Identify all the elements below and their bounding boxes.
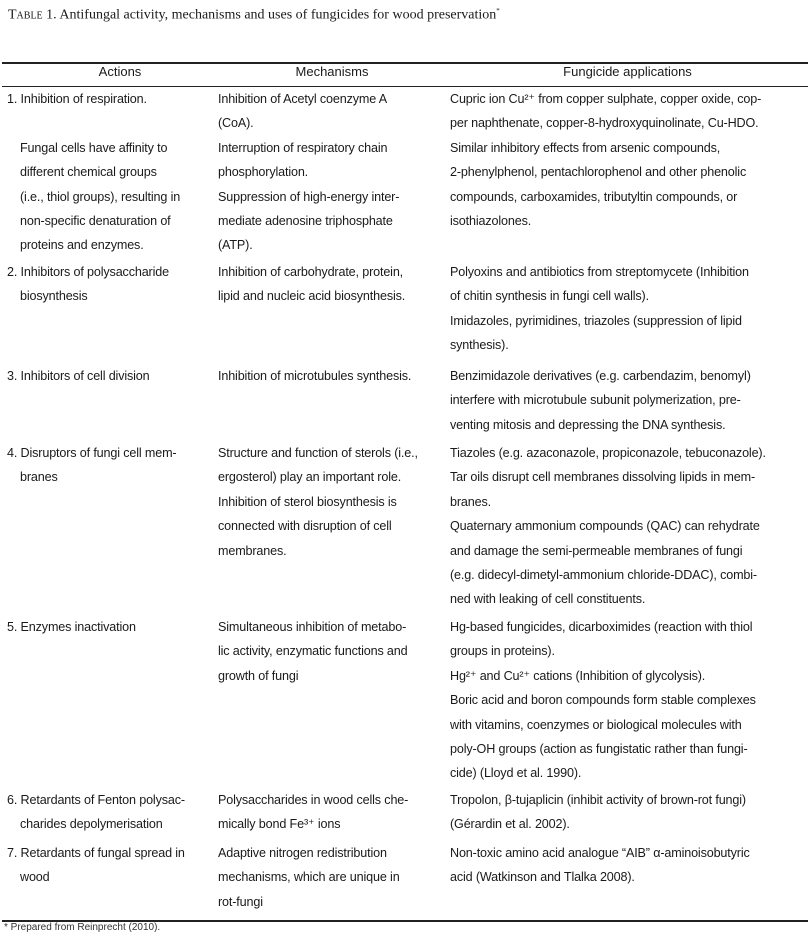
cell-line: 2. Inhibitors of polysaccharide bbox=[7, 265, 169, 279]
cell-line: 1. Inhibition of respiration. bbox=[7, 92, 147, 106]
cell-line: poly-OH groups (action as fungistatic rather than fungi- bbox=[450, 741, 748, 756]
header-mechanisms: Mechanisms bbox=[295, 64, 369, 79]
cell-line: per naphthenate, copper-8-hydroxyquinolinate, Cu-HDO. bbox=[450, 116, 759, 131]
cell-line: Structure and function of sterols (i.e., bbox=[218, 446, 418, 460]
cell-line: membranes. bbox=[218, 543, 287, 558]
cell-line: mechanisms, which are unique in bbox=[218, 870, 400, 885]
cell-line: Non-toxic amino acid analogue “AIB” α-aminoisobutyric bbox=[450, 846, 750, 860]
cell-line: and damage the semi-permeable membranes of fungi bbox=[450, 543, 743, 558]
cell-line: lic activity, enzymatic functions and bbox=[218, 644, 408, 659]
cell-mechanisms bbox=[218, 615, 408, 688]
cell-line: 4. Disruptors of fungi cell mem- bbox=[7, 446, 177, 460]
cell-line: ned with leaking of cell constituents. bbox=[450, 592, 646, 607]
cell-line: Hg-based fungicides, dicarboximides (reaction with thiol bbox=[450, 620, 753, 634]
cell-actions bbox=[7, 788, 185, 837]
cell-line: charides depolymerisation bbox=[20, 817, 163, 832]
cell-mechanisms bbox=[218, 87, 399, 258]
cell-line: (CoA). bbox=[218, 116, 254, 131]
cell-line: 3. Inhibitors of cell division bbox=[7, 369, 150, 383]
cell-line: Adaptive nitrogen redistribution bbox=[218, 846, 387, 860]
cell-line: Polysaccharides in wood cells che- bbox=[218, 793, 409, 807]
cell-line: isothiazolones. bbox=[450, 213, 532, 228]
caption-text: Antifungal activity, mechanisms and uses of fungicides for wood preservation bbox=[56, 7, 497, 23]
cell-actions bbox=[7, 615, 136, 639]
cell-line: proteins and enzymes. bbox=[20, 238, 144, 253]
caption-footnote-mark: * bbox=[496, 7, 500, 15]
cell-line: growth of fungi bbox=[218, 668, 299, 683]
cell-applications bbox=[450, 87, 761, 233]
cell-line: interfere with microtubule subunit polymerization, pre- bbox=[450, 393, 741, 408]
cell-line: phosphorylation. bbox=[218, 165, 309, 180]
cell-line: lipid and nucleic acid biosynthesis. bbox=[218, 289, 406, 304]
cell-line: branes bbox=[20, 470, 58, 485]
cell-line: cide) (Lloyd et al. 1990). bbox=[450, 766, 582, 781]
cell-line: Tar oils disrupt cell membranes dissolving lipids in mem- bbox=[450, 470, 756, 485]
cell-line: Polyoxins and antibiotics from streptomycete (Inhibition bbox=[450, 265, 749, 279]
cell-line: Quaternary ammonium compounds (QAC) can rehydrate bbox=[450, 519, 760, 534]
cell-line: acid (Watkinson and Tlalka 2008). bbox=[450, 870, 635, 885]
cell-line: Similar inhibitory effects from arsenic compounds, bbox=[450, 140, 721, 155]
cell-line: Hg²⁺ and Cu²⁺ cations (Inhibition of glycolysis). bbox=[450, 668, 706, 683]
cell-line: connected with disruption of cell bbox=[218, 519, 392, 534]
table-label: Table 1. bbox=[8, 7, 57, 23]
cell-line: groups in proteins). bbox=[450, 644, 555, 659]
cell-actions bbox=[7, 441, 176, 490]
cell-applications bbox=[450, 788, 746, 837]
cell-mechanisms bbox=[218, 788, 408, 837]
cell-line: (i.e., thiol groups), resulting in bbox=[20, 189, 181, 204]
cell-actions bbox=[7, 841, 185, 890]
footnote: * Prepared from Reinprecht (2010). bbox=[4, 922, 161, 933]
cell-line: synthesis). bbox=[450, 338, 509, 353]
cell-line: Benzimidazole derivatives (e.g. carbendazim, benomyl) bbox=[450, 369, 751, 383]
cell-applications bbox=[450, 841, 750, 890]
cell-line: mically bond Fe³⁺ ions bbox=[218, 817, 341, 832]
header-fungicide-applications: Fungicide applications bbox=[563, 64, 692, 79]
cell-line bbox=[7, 111, 180, 135]
cell-line: Inhibition of microtubules synthesis. bbox=[218, 369, 412, 383]
table-caption bbox=[8, 7, 500, 24]
cell-line: of chitin synthesis in fungi cell walls). bbox=[450, 289, 649, 304]
cell-line: venting mitosis and depressing the DNA synthesis. bbox=[450, 417, 726, 432]
cell-line: mediate adenosine triphosphate bbox=[218, 213, 393, 228]
cell-line: rot-fungi bbox=[218, 894, 263, 909]
cell-mechanisms bbox=[218, 260, 405, 309]
cell-line: with vitamins, coenzymes or biological molecules with bbox=[450, 717, 742, 732]
cell-line: Inhibition of carbohydrate, protein, bbox=[218, 265, 404, 279]
cell-line: (e.g. didecyl-dimetyl-ammonium chloride-DDAC), combi- bbox=[450, 567, 757, 582]
cell-line: Interruption of respiratory chain bbox=[218, 140, 388, 155]
cell-line: different chemical groups bbox=[20, 165, 157, 180]
cell-applications bbox=[450, 441, 766, 612]
cell-mechanisms bbox=[218, 364, 411, 388]
cell-actions bbox=[7, 87, 180, 258]
cell-line: (ATP). bbox=[218, 238, 253, 253]
cell-line: Boric acid and boron compounds form stable complexes bbox=[450, 693, 756, 708]
cell-line: 2-phenylphenol, pentachlorophenol and other phenolic bbox=[450, 165, 747, 180]
cell-line: Inhibition of sterol biosynthesis is bbox=[218, 494, 397, 509]
cell-line: wood bbox=[20, 870, 50, 885]
cell-line: 6. Retardants of Fenton polysac- bbox=[7, 793, 185, 807]
cell-line: Simultaneous inhibition of metabo- bbox=[218, 620, 407, 634]
cell-line: Tropolon, β-tujaplicin (inhibit activity of brown-rot fungi) bbox=[450, 793, 746, 807]
cell-line: Tiazoles (e.g. azaconazole, propiconazole, tebuconazole). bbox=[450, 446, 766, 460]
cell-line: Imidazoles, pyrimidines, triazoles (suppression of lipid bbox=[450, 313, 742, 328]
cell-line: Cupric ion Cu²⁺ from copper sulphate, copper oxide, cop- bbox=[450, 92, 762, 106]
header-actions: Actions bbox=[98, 64, 142, 79]
cell-line: (Gérardin et al. 2002). bbox=[450, 817, 570, 832]
cell-actions bbox=[7, 260, 169, 309]
cell-line: ergosterol) play an important role. bbox=[218, 470, 402, 485]
cell-line: compounds, carboxamides, tributyltin compounds, or bbox=[450, 189, 738, 204]
cell-line: Inhibition of Acetyl coenzyme A bbox=[218, 92, 387, 106]
cell-line: biosynthesis bbox=[20, 289, 88, 304]
cell-mechanisms bbox=[218, 441, 418, 563]
cell-applications bbox=[450, 260, 749, 358]
cell-line: 7. Retardants of fungal spread in bbox=[7, 846, 185, 860]
cell-line: non-specific denaturation of bbox=[20, 213, 171, 228]
cell-mechanisms bbox=[218, 841, 400, 914]
cell-line: 5. Enzymes inactivation bbox=[7, 620, 136, 634]
cell-actions bbox=[7, 364, 150, 388]
cell-line: Suppression of high-energy inter- bbox=[218, 189, 400, 204]
cell-applications bbox=[450, 364, 751, 437]
cell-applications bbox=[450, 615, 756, 786]
cell-line: branes. bbox=[450, 494, 491, 509]
cell-line: Fungal cells have affinity to bbox=[20, 140, 168, 155]
